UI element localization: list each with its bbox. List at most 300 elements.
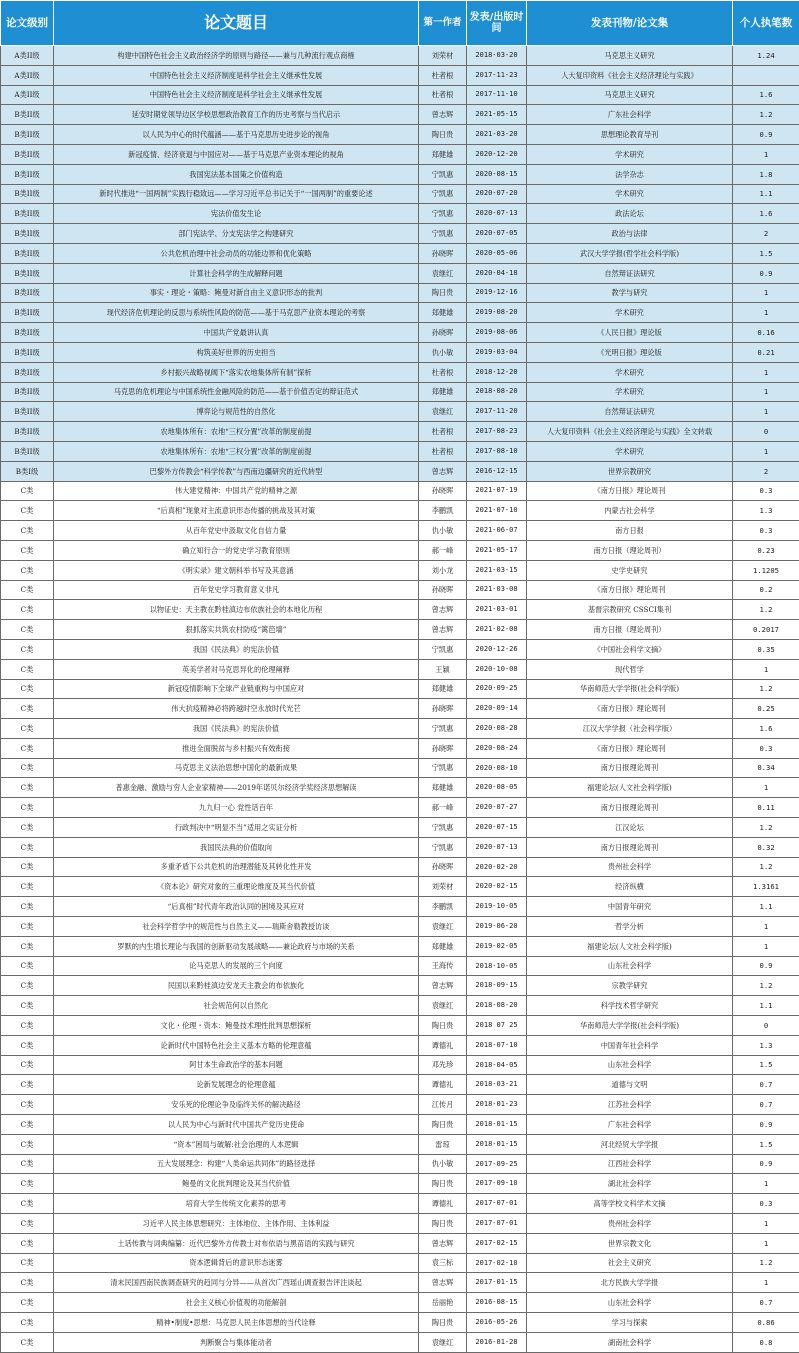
level-cell: C类 [1,936,54,956]
date-cell: 2018-01-15 [467,1134,527,1154]
table-row [1,1194,799,1214]
table-row [1,798,799,818]
date-cell: 2018-01-15 [467,1115,527,1135]
score-cell: 1 [733,917,799,937]
score-cell: 0.3 [733,1194,799,1214]
title-cell: 从百年党史中汲取文化自信力量 [54,521,419,541]
date-cell: 2018-04-05 [467,1055,527,1075]
title-cell: 行政判决中“明显不当”适用之实证分析 [54,818,419,838]
date-cell: 2017-07-01 [467,1194,527,1214]
title-cell: 百年党史学习教育意义非凡 [54,580,419,600]
journal-cell: 江汉论坛 [527,818,733,838]
title-cell: 确立知行合一的党史学习教育原则 [54,540,419,560]
table-row [1,877,799,897]
journal-cell: 武汉大学学报(哲学社会科学版) [527,243,733,263]
journal-cell: 世界宗教文化 [527,1233,733,1253]
journal-cell: 贵州社会科学 [527,857,733,877]
title-cell: 资本逻辑背后的意识形态迷雾 [54,1253,419,1273]
date-cell: 2018-10-05 [467,956,527,976]
table-row [1,659,799,679]
title-cell: 现代经济危机理论的反思与系统性风险的防范——基于马克思产业资本理论的考察 [54,303,419,323]
score-cell: 1 [733,1214,799,1234]
date-cell: 2019-10-05 [467,897,527,917]
table-row [1,897,799,917]
author-cell: 宁凯惠 [419,224,467,244]
journal-cell: 山东社会科学 [527,956,733,976]
author-cell: 岳丽艳 [419,1293,467,1313]
level-cell: C类 [1,837,54,857]
title-cell: “后真相”时代青年政治认同的困境及其应对 [54,897,419,917]
level-cell: C类 [1,659,54,679]
table-row [1,105,799,125]
table-row [1,1055,799,1075]
table-row [1,758,799,778]
level-cell: B类II级 [1,204,54,224]
title-cell: 巴黎外方传教会“科学传教”与西南边疆研究的近代转型 [54,461,419,481]
header-score: 个人执笔数 [733,1,799,46]
score-cell: 0.35 [733,639,799,659]
date-cell: 2017-02-15 [467,1233,527,1253]
level-cell: C类 [1,1273,54,1293]
date-cell: 2017-11-10 [467,85,527,105]
level-cell: C类 [1,956,54,976]
journal-cell: 教学与研究 [527,283,733,303]
journal-cell: 江苏社会科学 [527,1095,733,1115]
score-cell: 0.23 [733,540,799,560]
author-cell: 郑健雄 [419,679,467,699]
table-row [1,996,799,1016]
level-cell: C类 [1,758,54,778]
journal-cell: 法学杂志 [527,164,733,184]
journal-cell: 南方日报 [527,521,733,541]
table-row [1,818,799,838]
level-cell: C类 [1,560,54,580]
journal-cell: 高等学校文科学术文摘 [527,1194,733,1214]
level-cell: B类II级 [1,303,54,323]
author-cell: 陶日贵 [419,283,467,303]
score-cell: 0.32 [733,837,799,857]
author-cell: 宁凯惠 [419,758,467,778]
level-cell: C类 [1,1016,54,1036]
score-cell: 1 [733,303,799,323]
title-cell: 宪法价值发生论 [54,204,419,224]
author-cell: 郑健雄 [419,936,467,956]
score-cell: 1.6 [733,85,799,105]
table-row [1,1174,799,1194]
table-row [1,1075,799,1095]
title-cell: 构建中国特色社会主义政治经济学的原则与路径——兼与几种流行观点商榷 [54,46,419,66]
score-cell: 0.16 [733,323,799,343]
date-cell: 2016-01-28 [467,1332,527,1352]
date-cell: 2018-07-10 [467,1035,527,1055]
author-cell: 孙晓晖 [419,580,467,600]
journal-cell: 华南师范大学学报(社会科学版) [527,679,733,699]
table-row [1,1134,799,1154]
level-cell: C类 [1,877,54,897]
table-row [1,263,799,283]
journal-cell: 学术研究 [527,184,733,204]
title-cell: 公共危机治理中社会动员的功能边界和优化策略 [54,243,419,263]
date-cell: 2021-03-08 [467,580,527,600]
table-row [1,1095,799,1115]
journal-cell: 思想理论教育导刊 [527,125,733,145]
title-cell: 中国特色社会主义经济制度是科学社会主义继承性发展 [54,65,419,85]
level-cell: C类 [1,1194,54,1214]
journal-cell: 南方日报理论周刊 [527,758,733,778]
level-cell: B类I级 [1,461,54,481]
table-row [1,342,799,362]
title-cell: 民国以来黔桂滇边安龙天主教会的布依族化 [54,976,419,996]
score-cell: 0.9 [733,1115,799,1135]
date-cell: 2017-09-25 [467,1154,527,1174]
author-cell: 陶日贵 [419,1016,467,1036]
table-row [1,1035,799,1055]
level-cell: C类 [1,501,54,521]
date-cell: 2018-08-20 [467,996,527,1016]
journal-cell: 政法论坛 [527,204,733,224]
author-cell: 郑健雄 [419,303,467,323]
level-cell: C类 [1,719,54,739]
author-cell: 谭德礼 [419,1075,467,1095]
table-row [1,837,799,857]
level-cell: A类II级 [1,65,54,85]
journal-cell: 学术研究 [527,303,733,323]
title-cell: 以人民为中心的时代蕴涵——基于马克思历史进步论的视角 [54,125,419,145]
title-cell: 鲍曼的文化批判理论及其当代价值 [54,1174,419,1194]
title-cell: 判断聚合与集体能动者 [54,1332,419,1352]
date-cell: 2020-07-13 [467,204,527,224]
score-cell: 1.3 [733,501,799,521]
score-cell: 0.2 [733,580,799,600]
table-row [1,65,799,85]
level-cell: C类 [1,778,54,798]
table-row [1,422,799,442]
date-cell: 2020-12-20 [467,144,527,164]
score-cell: 0 [733,1016,799,1036]
score-cell: 2 [733,461,799,481]
journal-cell: 现代哲学 [527,659,733,679]
journal-cell: 贵州社会科学 [527,1214,733,1234]
author-cell: 王海传 [419,956,467,976]
author-cell: 李鹏凯 [419,501,467,521]
journal-cell: 史学史研究 [527,560,733,580]
level-cell: B类II级 [1,382,54,402]
level-cell: B类II级 [1,184,54,204]
table-row [1,1332,799,1352]
author-cell: 陶日贵 [419,1214,467,1234]
journal-cell: 自然辩证法研究 [527,402,733,422]
date-cell: 2016-08-15 [467,1293,527,1313]
score-cell: 1 [733,382,799,402]
score-cell: 0.3 [733,521,799,541]
author-cell: 宁凯惠 [419,818,467,838]
title-cell: 博弈论与规范性的自然化 [54,402,419,422]
level-cell: C类 [1,1035,54,1055]
score-cell: 1 [733,936,799,956]
score-cell: 1.5 [733,1055,799,1075]
date-cell: 2018-01-23 [467,1095,527,1115]
score-cell: 0.9 [733,956,799,976]
journal-cell: 学习与探索 [527,1313,733,1333]
title-cell: 论新时代中国特色社会主义基本方略的伦理意蕴 [54,1035,419,1055]
date-cell: 2020-04-18 [467,263,527,283]
journal-cell: 宗教学研究 [527,976,733,996]
journal-cell: 《中国社会科学文摘》 [527,639,733,659]
table-row [1,1253,799,1273]
table-row [1,738,799,758]
author-cell: 孙晓晖 [419,699,467,719]
journal-cell: 社会主义研究 [527,1253,733,1273]
level-cell: B类II级 [1,362,54,382]
author-cell: 宁凯惠 [419,204,467,224]
score-cell: 0 [733,422,799,442]
journal-cell: 《光明日报》理论版 [527,342,733,362]
journal-cell: 南方日报（理论周刊） [527,540,733,560]
author-cell: 仇小敏 [419,1154,467,1174]
author-cell: 郝一峰 [419,798,467,818]
journal-cell: 自然辩证法研究 [527,263,733,283]
journal-cell: 广东社会科学 [527,105,733,125]
title-cell: 伟大抗疫精神必将跨越时空永放时代光芒 [54,699,419,719]
level-cell: C类 [1,1332,54,1352]
date-cell: 2021-03-01 [467,600,527,620]
score-cell: 1.1 [733,897,799,917]
level-cell: C类 [1,1313,54,1333]
table-row [1,144,799,164]
level-cell: C类 [1,600,54,620]
level-cell: B类II级 [1,243,54,263]
table-row [1,224,799,244]
journal-cell: 《人民日报》理论版 [527,323,733,343]
title-cell: 中国共产党最讲认真 [54,323,419,343]
author-cell: 刘小龙 [419,560,467,580]
journal-cell: 经济纵横 [527,877,733,897]
date-cell: 2017-01-15 [467,1273,527,1293]
journal-cell: 北方民族大学学报 [527,1273,733,1293]
title-cell: 新冠疫情影响下全球产业链重构与中国应对 [54,679,419,699]
title-cell: 构筑美好世界的历史担当 [54,342,419,362]
score-cell: 1.2 [733,1253,799,1273]
table-row [1,1313,799,1333]
table-row [1,85,799,105]
score-cell: 1.1 [733,184,799,204]
journal-cell: 世界宗教研究 [527,461,733,481]
journal-cell: 人大复印资料《社会主义经济理论与实践》全文转载 [527,422,733,442]
score-cell: 0.7 [733,1075,799,1095]
title-cell: 精神•制度•思想：马克思人民主体思想的当代诠释 [54,1313,419,1333]
date-cell: 2017-09-10 [467,1174,527,1194]
date-cell: 2018-09-15 [467,976,527,996]
title-cell: 马克思主义法治思想中国化的最新成果 [54,758,419,778]
journal-cell: 政治与法律 [527,224,733,244]
author-cell: 孙晓晖 [419,323,467,343]
score-cell: 1 [733,402,799,422]
score-cell: 1.2 [733,679,799,699]
author-cell: 陶日贵 [419,125,467,145]
date-cell: 2018-03-20 [467,46,527,66]
table-row [1,1214,799,1234]
author-cell: 郑健雄 [419,778,467,798]
journal-cell: 《南方日报》理论周刊 [527,481,733,501]
level-cell: C类 [1,1095,54,1115]
title-cell: 九九归一心 党性话百年 [54,798,419,818]
title-cell: 农地集体所有：农地“三权分置”改革的制度前提 [54,422,419,442]
level-cell: C类 [1,1134,54,1154]
level-cell: C类 [1,976,54,996]
level-cell: C类 [1,639,54,659]
score-cell: 1.3161 [733,877,799,897]
date-cell: 2019-03-04 [467,342,527,362]
title-cell: “资本”困局与破解:社会治理的人本逻辑 [54,1134,419,1154]
author-cell: 刘荣材 [419,46,467,66]
level-cell: C类 [1,620,54,640]
table-row [1,1233,799,1253]
score-cell: 0.11 [733,798,799,818]
date-cell: 2017-11-20 [467,402,527,422]
title-cell: 伟大建党精神：中国共产党的精神之源 [54,481,419,501]
score-cell: 0.21 [733,342,799,362]
date-cell: 2017-08-23 [467,422,527,442]
table-row [1,283,799,303]
score-cell: 0.3 [733,738,799,758]
level-cell: B类II级 [1,441,54,461]
header-title: 论文题目 [54,1,419,46]
date-cell: 2018-08-20 [467,382,527,402]
journal-cell: 南方日报理论周刊 [527,837,733,857]
table-row [1,382,799,402]
journal-cell: 道德与文明 [527,1075,733,1095]
score-cell: 1 [733,441,799,461]
journal-cell: 广东社会科学 [527,1115,733,1135]
author-cell: 杜者根 [419,422,467,442]
date-cell: 2021-07-10 [467,501,527,521]
score-cell [733,65,799,85]
date-cell: 2020-05-06 [467,243,527,263]
date-cell: 2020-08-15 [467,164,527,184]
author-cell: 陶日贵 [419,1115,467,1135]
title-cell: 阿甘本生命政治学的基本问题 [54,1055,419,1075]
author-cell: 邓先珍 [419,1055,467,1075]
level-cell: C类 [1,679,54,699]
table-row [1,679,799,699]
date-cell: 2021-02-08 [467,620,527,640]
author-cell: 刘荣材 [419,877,467,897]
title-cell: 新时代推进“一国两制”实践行稳致远——学习习近平总书记关于“一国两制”的重要论述 [54,184,419,204]
author-cell: 孙晓晖 [419,243,467,263]
title-cell: 清末民国西南民族调查研究的趋同与分异——从首次广西瑶山调查报告评注谈起 [54,1273,419,1293]
table-row [1,917,799,937]
title-cell: 五大发展理念：构建“人类命运共同体”的路径选择 [54,1154,419,1174]
score-cell: 0.3 [733,481,799,501]
level-cell: C类 [1,897,54,917]
level-cell: C类 [1,1214,54,1234]
author-cell: 杜者根 [419,362,467,382]
date-cell: 2021-07-19 [467,481,527,501]
title-cell: 罗默的内生增长理论与我国的创新驱动发展战略——兼论政府与市场的关系 [54,936,419,956]
score-cell: 0.86 [733,1313,799,1333]
author-cell: 仇小敏 [419,521,467,541]
date-cell: 2020-08-24 [467,738,527,758]
journal-cell: 基督宗教研究 CSSCI集刊 [527,600,733,620]
score-cell: 1.2 [733,818,799,838]
score-cell: 1 [733,778,799,798]
title-cell: 社会科学哲学中的规范性与自然主义——瑞斯舍勒教授访谈 [54,917,419,937]
level-cell: C类 [1,818,54,838]
level-cell: C类 [1,1055,54,1075]
journal-cell: 中国青年社会科学 [527,1035,733,1055]
date-cell: 2020-09-14 [467,699,527,719]
journal-cell: 江汉大学学报（社会科学版） [527,719,733,739]
title-cell: 文化・伦理・资本：鲍曼技术理性批判思想探析 [54,1016,419,1036]
journal-cell: 福建论坛(人文社会科学版) [527,778,733,798]
table-row [1,481,799,501]
table-row [1,1016,799,1036]
header-journal: 发表刊物/论文集 [527,1,733,46]
title-cell: 培育大学生传统文化素养的思考 [54,1194,419,1214]
score-cell: 0.9 [733,125,799,145]
score-cell: 1.2 [733,857,799,877]
level-cell: B类II级 [1,144,54,164]
author-cell: 杜者根 [419,65,467,85]
journal-cell: 山东社会科学 [527,1293,733,1313]
table-row [1,362,799,382]
title-cell: 论新发展理念的伦理意蕴 [54,1075,419,1095]
date-cell: 2020-12-26 [467,639,527,659]
author-cell: 孙晓晖 [419,481,467,501]
date-cell: 2020-07-15 [467,818,527,838]
journal-cell: 马克思主义研究 [527,85,733,105]
score-cell: 0.9 [733,1154,799,1174]
date-cell: 2019-08-06 [467,323,527,343]
journal-cell: 学术研究 [527,441,733,461]
table-row [1,501,799,521]
table-row [1,560,799,580]
date-cell: 2017-02-10 [467,1253,527,1273]
score-cell: 0.7 [733,1095,799,1115]
date-cell: 2019-12-16 [467,283,527,303]
journal-cell: 《南方日报》理论周刊 [527,699,733,719]
title-cell: 我国《民法典》的宪法价值 [54,719,419,739]
table-row [1,461,799,481]
date-cell: 2020-07-27 [467,798,527,818]
date-cell: 2020-08-10 [467,758,527,778]
level-cell: C类 [1,1174,54,1194]
title-cell: 中国特色社会主义经济制度是科学社会主义继承性发展 [54,85,419,105]
author-cell: 曾志辉 [419,105,467,125]
title-cell: 英美学者对马克思异化的伦理阐释 [54,659,419,679]
date-cell: 2021-05-15 [467,105,527,125]
title-cell: 部门宪法学、分支宪法学之构建研究 [54,224,419,244]
title-cell: 以物证史：天主教在黔桂滇边布依族社会的本地化历程 [54,600,419,620]
date-cell: 2019-02-05 [467,936,527,956]
title-cell: 《资本论》研究对象的三重理论维度及其当代价值 [54,877,419,897]
score-cell: 1.2 [733,976,799,996]
title-cell: 论马克思人的发展的三个向度 [54,956,419,976]
journal-cell: 科学技术哲学研究 [527,996,733,1016]
date-cell: 2020-10-08 [467,659,527,679]
title-cell: 我国民法典的价值取向 [54,837,419,857]
author-cell: 郑健雄 [419,144,467,164]
title-cell: 社会主义核心价值观的功能解剖 [54,1293,419,1313]
journal-cell: 哲学分析 [527,917,733,937]
title-cell: 计算社会科学的生成解释问题 [54,263,419,283]
table-row [1,639,799,659]
score-cell: 1 [733,362,799,382]
author-cell: 江传月 [419,1095,467,1115]
journal-cell: 学术研究 [527,382,733,402]
table-row [1,699,799,719]
date-cell: 2020-09-25 [467,679,527,699]
